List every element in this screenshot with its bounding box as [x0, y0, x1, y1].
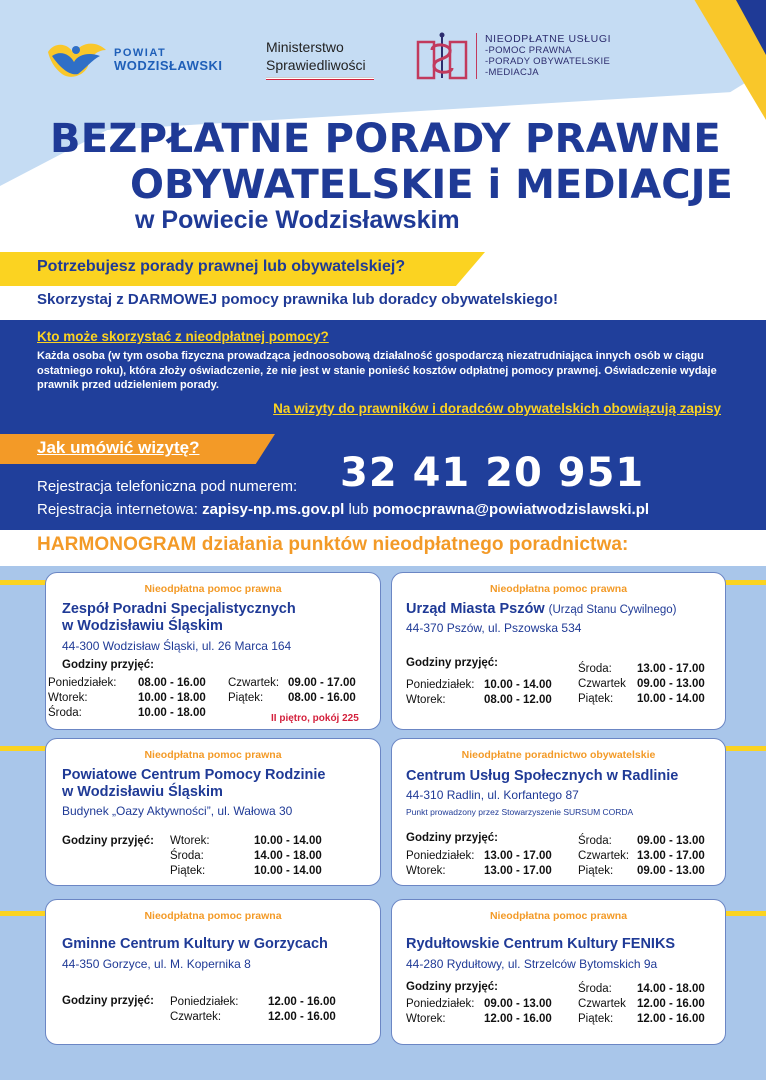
powiat-logo-line2: WODZISŁAWSKI — [114, 58, 223, 73]
hours-row — [578, 998, 723, 1010]
hours-row — [406, 998, 566, 1010]
program-logo-item: -PORADY OBYWATELSKIE — [485, 56, 611, 67]
eligibility-heading: Kto może skorzystać z nieodpłatnej pomocy? — [37, 329, 329, 344]
location-card — [45, 572, 381, 730]
hours-time: 13.00 - 17.00 — [484, 865, 552, 877]
location-card — [391, 572, 726, 730]
hours-row — [578, 663, 723, 675]
hours-row — [170, 850, 370, 862]
hours-label: Godziny przyjęć: — [62, 659, 155, 671]
hours-row — [578, 678, 723, 690]
registration-section — [0, 430, 766, 530]
main-title-line2: OBYWATELSKIE i MEDIACJE — [130, 162, 733, 208]
room-info: II piętro, pokój 225 — [271, 713, 359, 724]
registration-heading: Jak umówić wizytę? — [37, 438, 200, 457]
hours-time: 08.00 - 12.00 — [484, 694, 552, 706]
hours-day: Wtorek: — [406, 694, 446, 706]
card-tag: Nieodpłatna pomoc prawna — [144, 910, 282, 922]
card-address: 44-280 Rydułtowy, ul. Strzelców Bytomskich 9a — [406, 957, 658, 971]
hours-label: Godziny przyjęć: — [62, 995, 155, 1007]
hours-day: Czwartek: — [228, 677, 280, 689]
hours-row — [170, 835, 370, 847]
hours-row — [578, 693, 723, 705]
hours-row — [406, 1013, 566, 1025]
main-title-line1: BEZPŁATNE PORADY PRAWNE — [50, 116, 722, 162]
hours-day: Wtorek: — [406, 1013, 446, 1025]
hours-time: 13.00 - 17.00 — [637, 850, 705, 862]
hours-time: 12.00 - 16.00 — [637, 998, 705, 1010]
hours-time: 12.00 - 16.00 — [484, 1013, 552, 1025]
card-note: Punkt prowadzony przez Stowarzyszenie SURSUM CORDA — [406, 807, 634, 817]
hours-row — [406, 865, 566, 877]
hours-row — [170, 1011, 370, 1023]
hours-day: Piątek: — [170, 865, 206, 877]
main-subtitle: w Powiecie Wodzisławskim — [135, 206, 460, 234]
ministry-logo-line1: Ministerstwo — [266, 39, 344, 55]
powiat-logo — [44, 38, 223, 82]
hours-day: Piątek: — [578, 693, 614, 705]
hours-time: 08.00 - 16.00 — [138, 677, 206, 689]
hours-day: Czwartek — [578, 998, 626, 1010]
eligibility-body: Każda osoba (w tym osoba fizyczna prowadząca jednoosobową działalność gospodarczą niezatrudniająca innych osób w ciągu ostatniego roku), która złoży oświadczenie, że nie jest w stanie ponieść kosztów odpłatnej pomocy prawnej. Oświadczenie wydaje prawnik przed udzieleniem porady. — [37, 350, 717, 391]
hours-day: Piątek: — [578, 865, 614, 877]
email-link[interactable]: pomocprawna@powiatwodzislawski.pl — [372, 501, 650, 518]
card-address: 44-350 Gorzyce, ul. M. Kopernika 8 — [62, 957, 251, 971]
hours-time: 12.00 - 16.00 — [637, 1013, 705, 1025]
hours-day: Poniedziałek: — [406, 850, 475, 862]
program-logo — [416, 30, 611, 82]
hours-time: 12.00 - 16.00 — [268, 996, 336, 1008]
hours-time: 10.00 - 14.00 — [484, 679, 552, 691]
phone-label: Rejestracja telefoniczna pod numerem: — [37, 478, 298, 495]
hours-time: 09.00 - 17.00 — [288, 677, 356, 689]
hours-time: 10.00 - 18.00 — [138, 707, 206, 719]
card-name-line1: Zespół Poradni Specjalistycznych — [62, 601, 296, 617]
eligibility-section — [0, 320, 766, 430]
phone-number[interactable]: 32 41 20 951 — [340, 450, 645, 496]
hours-row — [578, 983, 723, 995]
location-card — [45, 738, 381, 886]
hours-day: Środa: — [578, 835, 612, 847]
card-tag: Nieodpłatne poradnictwo obywatelskie — [461, 749, 656, 761]
card-name: Rydułtowskie Centrum Kultury FENIKS — [406, 936, 676, 952]
hours-day: Wtorek: — [48, 692, 88, 704]
schedule-heading: HARMONOGRAM działania punktów nieodpłatnego poradnictwa: — [37, 534, 629, 555]
hours-day: Poniedziałek: — [406, 679, 475, 691]
hours-row — [48, 707, 218, 719]
card-address: 44-310 Radlin, ul. Korfantego 87 — [406, 788, 579, 802]
hours-day: Środa: — [170, 850, 204, 862]
hours-day: Środa: — [578, 983, 612, 995]
hours-row — [578, 850, 723, 862]
hours-time: 08.00 - 16.00 — [288, 692, 356, 704]
hours-row — [406, 679, 566, 691]
location-card — [45, 899, 381, 1045]
card-tag: Nieodpłatna pomoc prawna — [489, 910, 628, 922]
location-card — [391, 738, 726, 886]
card-address: 44-370 Pszów, ul. Pszowska 534 — [406, 621, 582, 635]
hours-day: Czwartek: — [578, 850, 630, 862]
card-name-small: (Urząd Stanu Cywilnego) — [548, 604, 677, 616]
hours-day: Środa: — [48, 707, 82, 719]
hours-time: 09.00 - 13.00 — [637, 835, 705, 847]
hours-day: Wtorek: — [170, 835, 210, 847]
hours-time: 10.00 - 14.00 — [254, 865, 322, 877]
card-name — [62, 601, 296, 635]
hours-row — [170, 996, 370, 1008]
card-name-line1: Urząd Miasta Pszów — [406, 601, 545, 617]
appointment-note: Na wizyty do prawników i doradców obywatelskich obowiązują zapisy — [273, 401, 721, 416]
hours-row — [578, 1013, 723, 1025]
hours-time: 12.00 - 16.00 — [268, 1011, 336, 1023]
yellow-stripe — [720, 580, 766, 585]
hours-row — [170, 865, 370, 877]
hours-day: Piątek: — [578, 1013, 614, 1025]
ministry-logo — [266, 38, 374, 80]
polish-flag-bar — [266, 77, 374, 80]
card-name: Centrum Usług Społecznych w Radlinie — [406, 768, 679, 784]
hours-day: Poniedziałek: — [406, 998, 475, 1010]
program-logo-heading: NIEODPŁATNE USŁUGI — [485, 33, 612, 45]
hours-label: Godziny przyjęć: — [406, 981, 499, 993]
hours-day: Czwartek — [578, 678, 626, 690]
hours-day: Piątek: — [228, 692, 264, 704]
hours-row — [578, 865, 723, 877]
hours-row — [406, 850, 566, 862]
question-text: Potrzebujesz porady prawnej lub obywatelskiej? — [37, 258, 406, 275]
hours-time: 09.00 - 13.00 — [484, 998, 552, 1010]
card-address: 44-300 Wodzisław Śląski, ul. 26 Marca 164 — [62, 639, 292, 653]
card-name — [406, 601, 676, 619]
card-name-line1: Powiatowe Centrum Pomocy Rodzinie — [62, 767, 326, 783]
hours-row — [406, 694, 566, 706]
card-name-line2: w Wodzisławiu Śląskim — [62, 784, 223, 800]
hours-time: 13.00 - 17.00 — [484, 850, 552, 862]
hours-label: Godziny przyjęć: — [62, 835, 155, 847]
hours-day: Poniedziałek: — [48, 677, 117, 689]
hours-time: 10.00 - 14.00 — [254, 835, 322, 847]
online-site-link[interactable]: zapisy-np.ms.gov.pl — [202, 501, 345, 518]
online-label: Rejestracja internetowa: — [37, 501, 198, 518]
scales-justice-icon — [416, 30, 468, 82]
card-tag: Nieodpłatna pomoc prawna — [489, 583, 628, 595]
card-name — [62, 767, 325, 801]
hours-day: Poniedziałek: — [170, 996, 239, 1008]
hours-time: 14.00 - 18.00 — [254, 850, 322, 862]
hours-time: 13.00 - 17.00 — [637, 663, 705, 675]
powiat-emblem-icon — [44, 38, 110, 82]
hours-label: Godziny przyjęć: — [406, 832, 499, 844]
hours-time: 10.00 - 18.00 — [138, 692, 206, 704]
online-or: lub — [348, 501, 369, 518]
program-logo-item: -POMOC PRAWNA — [485, 45, 572, 56]
program-logo-separator — [476, 33, 477, 79]
hours-day: Wtorek: — [406, 865, 446, 877]
powiat-logo-line1: POWIAT — [114, 47, 167, 59]
hours-row — [48, 692, 218, 704]
hours-row — [228, 692, 378, 704]
hours-time: 09.00 - 13.00 — [637, 678, 705, 690]
hours-day: Czwartek: — [170, 1011, 222, 1023]
card-name-line2: w Wodzisławiu Śląskim — [62, 618, 223, 634]
card-tag: Nieodpłatna pomoc prawna — [144, 749, 282, 761]
hours-time: 10.00 - 14.00 — [637, 693, 705, 705]
hours-time: 14.00 - 18.00 — [637, 983, 705, 995]
ministry-logo-line2: Sprawiedliwości — [266, 57, 366, 73]
program-logo-item: -MEDIACJA — [485, 67, 539, 78]
card-address: Budynek „Oazy Aktywności”, ul. Wałowa 30 — [62, 804, 293, 818]
card-tag: Nieodpłatna pomoc prawna — [144, 583, 282, 595]
question-subtext: Skorzystaj z DARMOWEJ pomocy prawnika lub doradcy obywatelskiego! — [37, 291, 558, 308]
hours-row — [578, 835, 723, 847]
hours-row — [48, 677, 218, 689]
hours-time: 09.00 - 13.00 — [637, 865, 705, 877]
location-card — [391, 899, 726, 1045]
online-registration — [37, 501, 649, 518]
hours-day: Środa: — [578, 663, 612, 675]
hours-label: Godziny przyjęć: — [406, 657, 499, 669]
card-name: Gminne Centrum Kultury w Gorzycach — [62, 936, 328, 952]
hours-row — [228, 677, 378, 689]
